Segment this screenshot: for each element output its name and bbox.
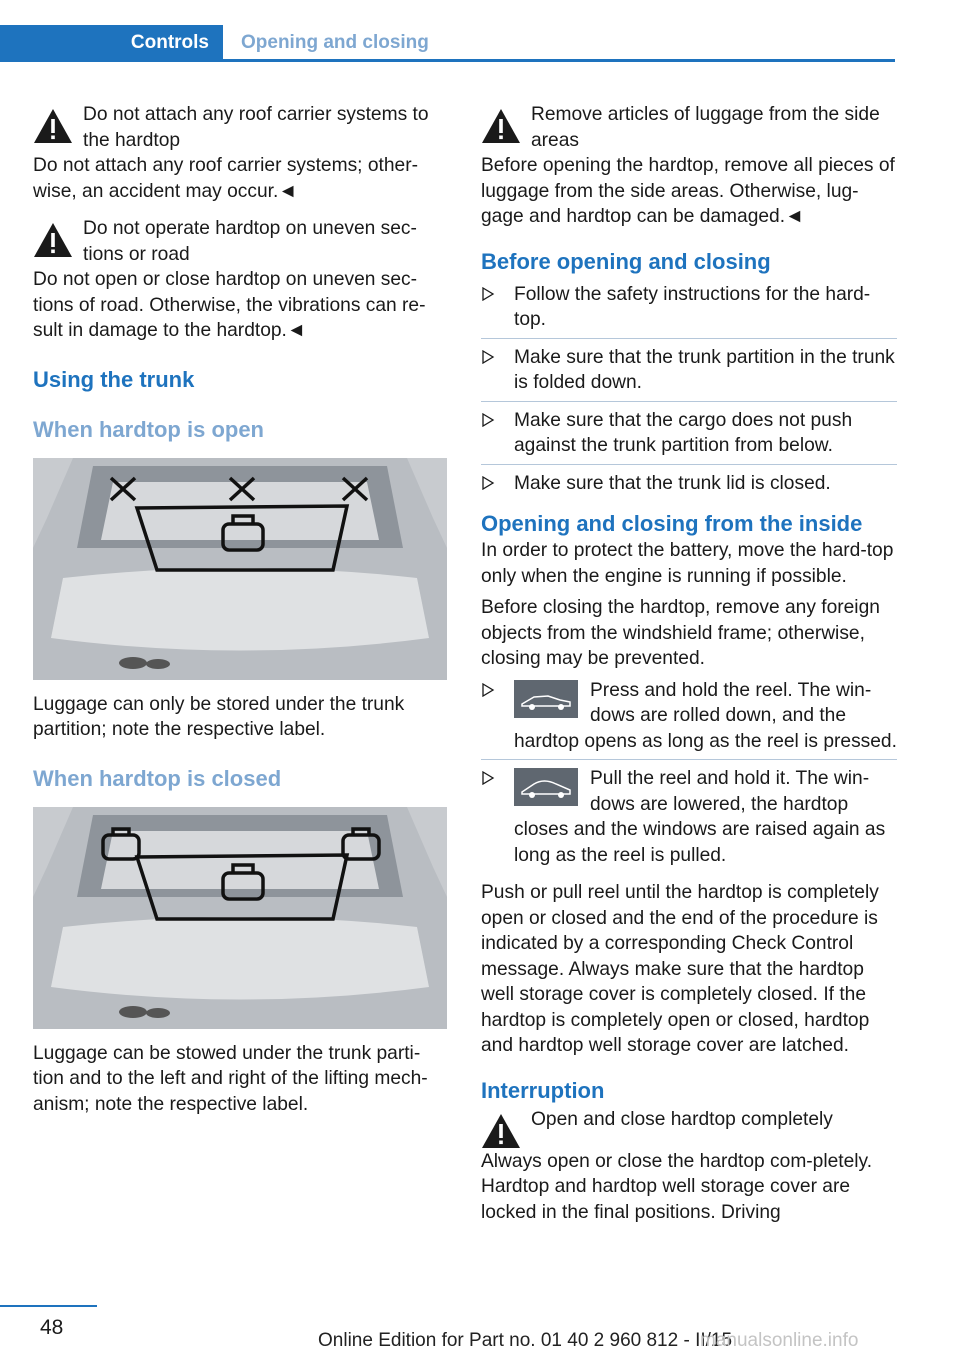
warning-triangle-icon — [33, 108, 73, 144]
list-item — [481, 408, 897, 465]
warning-body: Before opening the hardtop, remove all pieces of luggage from the side areas. Otherwise, lug-gage and hardtop can be damaged.◄ — [481, 155, 895, 227]
reel-list — [481, 678, 897, 875]
list-item-text: Make sure that the cargo does not push against the trunk partition from below. — [514, 409, 853, 456]
left-column — [33, 100, 449, 1117]
warning-body: Do not open or close hardtop on uneven sec-tions of road. Otherwise, the vibrations can re-sult in damage to the hardtop.◄ — [33, 269, 426, 341]
footer-divider — [0, 1305, 97, 1307]
list-item-text: Follow the safety instructions for the hard-top. — [514, 283, 871, 330]
triangle-bullet-icon — [481, 413, 495, 427]
heading-using-the-trunk: Using the trunk — [33, 366, 195, 392]
page-number: 48 — [40, 1316, 64, 1339]
warning-triangle-icon — [481, 1113, 521, 1149]
warning-title: Open and close hardtop completely — [531, 1108, 833, 1130]
trunk-closed-illustration — [33, 807, 447, 1029]
list-item — [481, 678, 897, 761]
heading-hardtop-open: When hardtop is open — [33, 416, 264, 442]
caption-hardtop-open: Luggage can only be stored under the trunk partition; note the respective label. — [33, 693, 405, 740]
paragraph-battery: In order to protect the battery, move the hard-top only when the engine is running if possible. — [481, 540, 894, 587]
heading-interruption: Interruption — [481, 1077, 605, 1103]
triangle-bullet-icon — [481, 771, 495, 785]
list-item — [481, 345, 897, 402]
header-divider — [0, 59, 895, 62]
tab-opening-and-closing[interactable]: Opening and closing — [241, 32, 429, 53]
edition-text: Online Edition for Part no. 01 40 2 960 812 - II/15 — [318, 1330, 733, 1351]
trunk-open-illustration — [33, 458, 447, 680]
warning-triangle-icon — [481, 108, 521, 144]
right-column — [481, 100, 897, 1225]
heading-before-opening: Before opening and closing — [481, 248, 771, 274]
list-item-text: Make sure that the trunk partition in the trunk is folded down. — [514, 346, 895, 393]
list-item-text: Press and hold the reel. The win-dows are rolled down, and the hardtop opens as long as the reel is pressed. — [514, 679, 897, 752]
warning-title: Remove articles of luggage from the side areas — [531, 104, 880, 151]
warning-title: Do not operate hardtop on uneven sec-tions or road — [83, 218, 417, 265]
list-item-text: Make sure that the trunk lid is closed. — [514, 472, 831, 494]
list-item — [481, 766, 897, 874]
convertible-open-icon — [514, 680, 578, 718]
warning-roof-carrier — [33, 100, 449, 153]
warning-triangle-icon — [33, 222, 73, 258]
triangle-bullet-icon — [481, 350, 495, 364]
warning-uneven-road — [33, 214, 449, 267]
heading-inside: Opening and closing from the inside — [481, 511, 863, 536]
list-item — [481, 282, 897, 339]
warning-complete — [481, 1105, 897, 1149]
heading-hardtop-closed: When hardtop is closed — [33, 765, 282, 791]
caption-hardtop-closed: Luggage can be stowed under the trunk parti-tion and to the left and right of the lifting mech-anism; note the respective label. — [33, 1042, 428, 1115]
watermark: manualsonline.info — [700, 1330, 859, 1351]
paragraph-foreign-objects: Before closing the hardtop, remove any foreign objects from the windshield frame; otherwise, closing may be prevented. — [481, 597, 880, 669]
list-item — [481, 471, 897, 503]
warning-body: Do not attach any roof carrier systems; other-wise, an accident may occur.◄ — [33, 155, 418, 202]
warning-title: Do not attach any roof carrier systems to the hardtop — [83, 104, 429, 151]
warning-body: Always open or close the hardtop com-pletely. Hardtop and hardtop well storage cover are locked in the final positions. Driving — [481, 1150, 873, 1223]
triangle-bullet-icon — [481, 287, 495, 301]
paragraph-push-pull: Push or pull reel until the hardtop is completely open or closed and the end of the procedure is indicated by a corresponding Check Control message. Always make sure that the hardtop well storage cover is completely closed. If the hardtop is completely open or closed, hardtop and hardtop well storage cover are latched. — [481, 882, 879, 1056]
convertible-close-icon — [514, 768, 578, 806]
triangle-bullet-icon — [481, 476, 495, 490]
warning-side-luggage — [481, 100, 897, 153]
before-opening-list — [481, 282, 897, 503]
list-item-text: Pull the reel and hold it. The win-dows are lowered, the hardtop closes and the windows are raised again as long as the reel is pulled. — [514, 768, 886, 866]
triangle-bullet-icon — [481, 683, 495, 697]
tab-controls[interactable]: Controls — [0, 25, 223, 61]
